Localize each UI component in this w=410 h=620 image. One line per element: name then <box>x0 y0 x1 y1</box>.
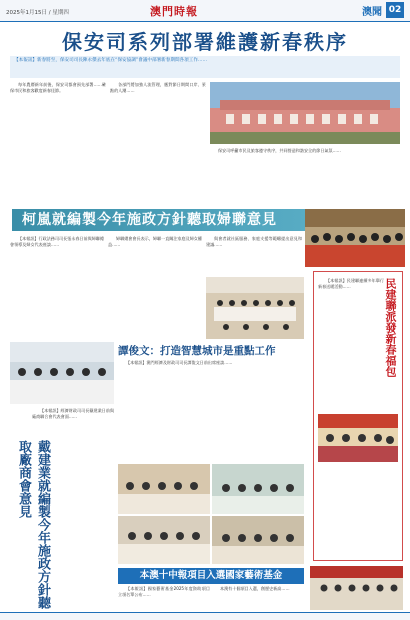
story4-body: 【本報訊】經濟財政司司長戴建業日前與廠商聯合會代表會面…… <box>32 408 114 419</box>
sidebar-box <box>313 271 403 561</box>
story4-vertical-headline: 戴建業就編製今年施政方針聽取廠商會意見 <box>16 440 50 609</box>
story1-body-mid: 各部門將加強人流管理，應對節日期間口岸、景點的人潮…… <box>110 82 206 93</box>
story3-headline: 譚俊文：打造智慧城市是重點工作 <box>118 345 276 357</box>
story2-col-1 <box>10 236 104 338</box>
story3-text <box>118 360 304 460</box>
section-label: 澳聞 <box>362 7 382 18</box>
sidebar-title: 民建聯派發新春福包 <box>384 278 397 377</box>
masthead: 澳門時報 <box>150 5 198 18</box>
story4-photo-3 <box>118 516 210 564</box>
story2-body-b: 婦聯總會會長表示，婦聯一直關注家庭及婦女權益…… <box>108 236 202 247</box>
issue-date: 2025年1月15日 / 星期四 <box>6 10 69 16</box>
story2-headline: 柯嵐就編製今年施政方針聽取婦聯意見 <box>12 209 327 231</box>
story1-col-1 <box>10 82 106 202</box>
sidebar-body: 【本報訊】民建聯連續多年舉行新春送暖活動…… <box>318 278 384 289</box>
story3-body: 【本報訊】澳門經濟及財政司司長譚俊文日前出席座談…… <box>126 360 233 365</box>
story1-lead: 【本報訊】新春將至，保安司司長陳永傑去年底在“保安協調”會議中部署新春期間各項工作…… <box>10 56 400 78</box>
story1-body-left: 每年農曆新年前後，保安司都會預先部署……確保市民和旅客歡度新春佳節。 <box>10 82 106 93</box>
story1-headline: 保安司系列部署維護新春秩序 <box>62 30 348 54</box>
sidebar-photo <box>318 414 398 462</box>
story4-photo-2 <box>212 464 304 514</box>
story2-meeting-photo <box>206 277 304 339</box>
story5-headline: 本澳十中報項目入選國家藝術基金 <box>118 568 304 584</box>
story1-col-2 <box>110 82 206 202</box>
story5-col-2 <box>212 586 304 612</box>
story2-col-2 <box>108 236 202 338</box>
story5-col-1 <box>118 586 210 612</box>
story2-photo <box>305 209 405 267</box>
story1-body-right: 保安司呼籲市民及旅客遵守秩序，共同營造和諧安全的節日氣氛…… <box>218 148 341 153</box>
story2-body-c: 與會者就社區服務、家庭支援等範疇提出意見和建議…… <box>206 236 302 247</box>
sidebar-text <box>318 278 384 408</box>
page-number: 02 <box>386 2 404 18</box>
page-header <box>0 0 410 22</box>
story2-col-3 <box>206 236 302 274</box>
story4-text <box>32 408 114 558</box>
story1-building-photo <box>210 82 400 144</box>
story5-photo <box>310 566 403 610</box>
story3-photo <box>10 342 114 404</box>
page-footer <box>0 612 410 620</box>
story5-body-a: 【本報訊】國家藝術基金2025年度資助項目立項名單公布…… <box>118 586 210 597</box>
story2-body-a: 【本報訊】行政法務司司長張永春日前與婦聯總會領導及婦女代表座談…… <box>10 236 104 247</box>
story4-photo-1 <box>118 464 210 514</box>
story4-photo-4 <box>212 516 304 564</box>
story5-body-b: 本澳有十個項目入選，創歷史新高…… <box>220 586 290 591</box>
story1-col-3 <box>210 148 400 202</box>
